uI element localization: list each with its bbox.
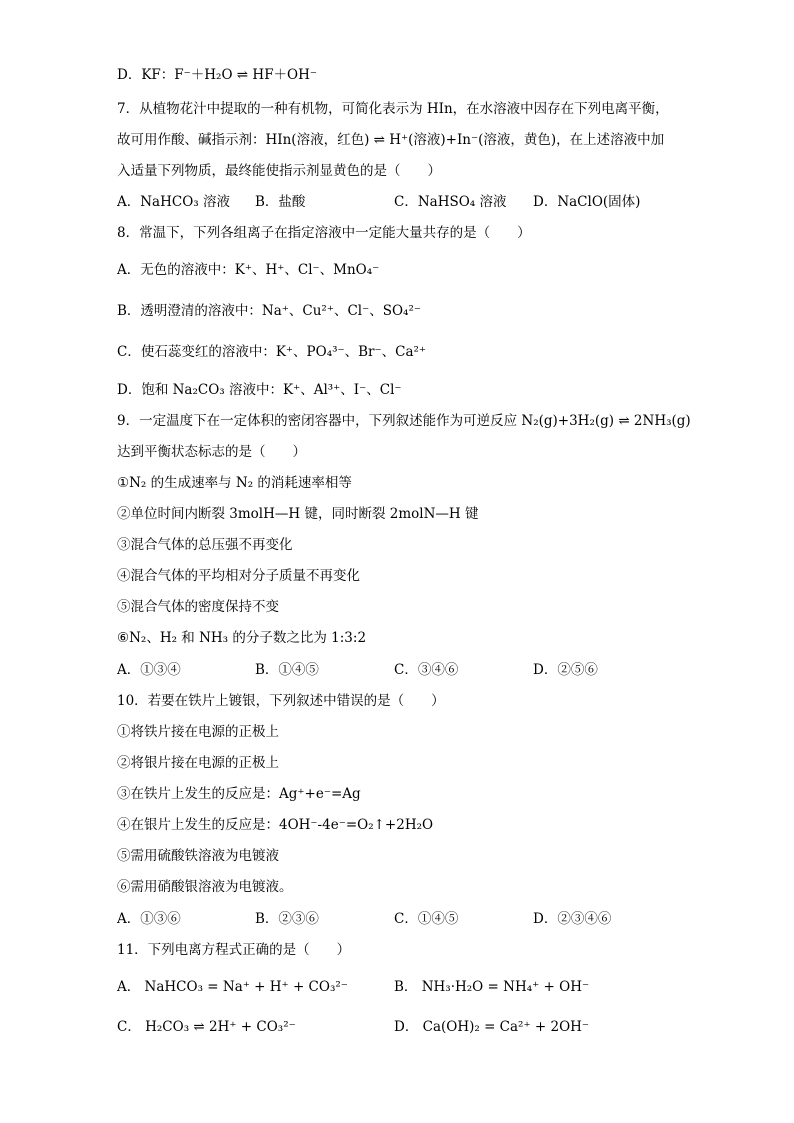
question-11-option-c[interactable]: C． H₂CO₃ ⇌ 2H⁺ + CO₃²⁻ (117, 1019, 296, 1035)
question-10-stem: 10．若要在铁片上镀银，下列叙述中错误的是（ ） (117, 693, 445, 709)
question-7-option-b[interactable]: B．盐酸 (255, 194, 306, 210)
question-10-option-b[interactable]: B．②③⑥ (255, 911, 319, 927)
question-9-option-b[interactable]: B．①④⑤ (255, 662, 319, 678)
question-9-statement-1: ①N₂ 的生成速率与 N₂ 的消耗速率相等 (117, 475, 352, 491)
question-7-option-a[interactable]: A．NaHCO₃ 溶液 (117, 194, 230, 210)
question-9-statement-3: ③混合气体的总压强不再变化 (117, 537, 293, 553)
question-11-option-d[interactable]: D． Ca(OH)₂ = Ca²⁺ + 2OH⁻ (394, 1019, 590, 1035)
question-8-option-b[interactable]: B．透明澄清的溶液中：Na⁺、Cu²⁺、Cl⁻、SO₄²⁻ (117, 303, 422, 319)
question-10-option-c[interactable]: C．①④⑤ (394, 911, 459, 927)
question-8-option-a[interactable]: A．无色的溶液中：K⁺、H⁺、Cl⁻、MnO₄⁻ (117, 262, 380, 278)
question-10-statement-5: ⑤需用硫酸铁溶液为电镀液 (117, 848, 279, 864)
question-10-option-d[interactable]: D．②③④⑥ (533, 911, 612, 927)
question-8-option-c[interactable]: C．使石蕊变红的溶液中：K⁺、PO₄³⁻、Br⁻、Ca²⁺ (117, 344, 427, 360)
question-11-option-b[interactable]: B． NH₃·H₂O = NH₄⁺ + OH⁻ (394, 979, 590, 995)
question-11-stem: 11．下列电离方程式正确的是（ ） (117, 942, 351, 958)
question-10-statement-2: ②将银片接在电源的正极上 (117, 755, 279, 771)
option-d-prev-question: D．KF：F⁻＋H₂O ⇌ HF＋OH⁻ (117, 67, 318, 83)
question-9-statement-4: ④混合气体的平均相对分子质量不再变化 (117, 568, 360, 584)
question-9-option-c[interactable]: C．③④⑥ (394, 662, 459, 678)
question-9-option-a[interactable]: A．①③④ (117, 662, 181, 678)
question-9-option-d[interactable]: D．②⑤⑥ (533, 662, 598, 678)
question-7-line-1: 7．从植物花汁中提取的一种有机物，可简化表示为 HIn，在水溶液中因存在下列电离平衡， (117, 101, 669, 117)
question-9-line-1: 9．一定温度下在一定体积的密闭容器中，下列叙述能作为可逆反应 N₂(g)+3H₂(g) ⇌ 2NH₃(g) (117, 413, 691, 429)
question-10-statement-6: ⑥需用硝酸银溶液为电镀液。 (117, 879, 293, 895)
question-10-option-a[interactable]: A．①③⑥ (117, 911, 181, 927)
question-7-line-3: 入适量下列物质，最终能使指示剂显黄色的是（ ） (117, 163, 441, 179)
question-9-statement-2: ②单位时间内断裂 3molH—H 键，同时断裂 2molN—H 键 (117, 506, 479, 522)
question-10-statement-3: ③在铁片上发生的反应是：Ag⁺+e⁻=Ag (117, 786, 361, 802)
question-9-line-2: 达到平衡状态标志的是（ ） (117, 444, 306, 460)
question-8-option-d[interactable]: D．饱和 Na₂CO₃ 溶液中：K⁺、Al³⁺、I⁻、Cl⁻ (117, 382, 402, 398)
question-11-option-a[interactable]: A． NaHCO₃ = Na⁺ + H⁺ + CO₃²⁻ (117, 979, 348, 995)
question-10-statement-1: ①将铁片接在电源的正极上 (117, 724, 279, 740)
question-8-stem: 8．常温下，下列各组离子在指定溶液中一定能大量共存的是（ ） (117, 225, 531, 241)
question-9-statement-6: ⑥N₂、H₂ 和 NH₃ 的分子数之比为 1:3:2 (117, 630, 367, 646)
question-7-line-2: 故可用作酸、碱指示剂：HIn(溶液，红色) ⇌ H⁺(溶液)+In⁻(溶液，黄色)，在上述溶液中加 (117, 132, 665, 148)
question-9-statement-5: ⑤混合气体的密度保持不变 (117, 599, 279, 615)
question-10-statement-4: ④在银片上发生的反应是：4OH⁻-4e⁻=O₂↑+2H₂O (117, 817, 434, 833)
question-7-option-d[interactable]: D．NaClO(固体) (533, 194, 641, 210)
question-7-option-c[interactable]: C．NaHSO₄ 溶液 (394, 194, 507, 210)
